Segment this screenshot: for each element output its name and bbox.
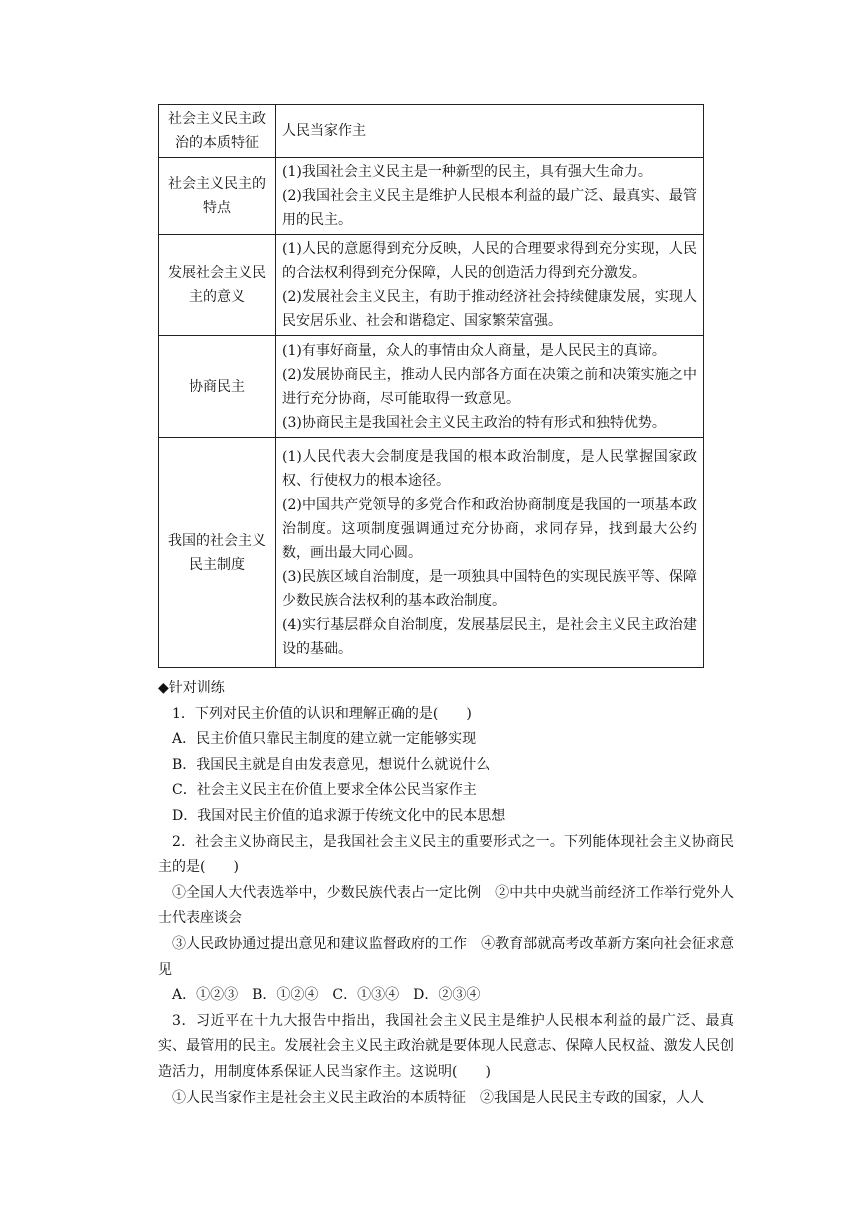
table-row: [159, 158, 704, 235]
question-1-option-a: A．民主价值只靠民主制度的建立就一定能够实现: [172, 731, 477, 748]
row-heading: 社会主义民主政治的本质特征: [159, 105, 276, 158]
row-heading: 我国的社会主义民主制度: [159, 438, 276, 668]
question-2-item: ①全国人大代表选举中，少数民族代表占一定比例 ②中共中央就当前经济工作举行党外人士代表座谈会: [158, 884, 734, 927]
row-heading: 社会主义民主的特点: [159, 158, 276, 235]
content-line: (3)民族区域自治制度，是一项独具中国特色的实现民族平等、保障少数民族合法权利的基本政治制度。: [282, 568, 697, 609]
question-3-item: ①人民当家作主是社会主义民主政治的本质特征 ②我国是人民民主专政的国家，人人: [172, 1089, 704, 1106]
content-line: 人民当家作主: [282, 123, 366, 139]
table-row: [159, 438, 704, 668]
row-content: [276, 336, 704, 438]
row-content: [276, 158, 704, 235]
content-line: (2)中国共产党领导的多党合作和政治协商制度是我国的一项基本政治制度。这项制度强调通过充分协商，求同存异，找到最大公约数，画出最大同心圆。: [282, 496, 697, 561]
content-line: (2)发展协商民主，推动人民内部各方面在决策之前和决策实施之中进行充分协商，尽可能取得一致意见。: [282, 366, 697, 407]
question-3-stem: 3．习近平在十九大报告中指出，我国社会主义民主是维护人民根本利益的最广泛、最真实、最管用的民主。发展社会主义民主政治就是要体现人民意志、保障人民权益、激发人民创造活力，用制度体系保证人民当家作主。这说明( ): [158, 1012, 734, 1080]
row-content: [276, 438, 704, 668]
question-1-stem: 1．下列对民主价值的认识和理解正确的是( ): [172, 705, 472, 722]
training-section: [158, 676, 734, 1111]
content-line: (2)我国社会主义民主是维护人民根本利益的最广泛、最真实、最管用的民主。: [282, 188, 697, 228]
summary-table: [158, 104, 704, 668]
row-content: [276, 235, 704, 336]
row-heading: 发展社会主义民主的意义: [159, 235, 276, 336]
content-line: (2)发展社会主义民主，有助于推动经济社会持续健康发展，实现人民安居乐业、社会和谐稳定、国家繁荣富强。: [282, 289, 697, 329]
row-content: [276, 105, 704, 158]
question-1-option-c: C．社会主义民主在价值上要求全体公民当家作主: [172, 782, 477, 799]
question-1-option-b: B．我国民主就是自由发表意见，想说什么就说什么: [172, 756, 491, 773]
content-line: (3)协商民主是我国社会主义民主政治的特有形式和独特优势。: [282, 414, 666, 431]
content-line: (1)我国社会主义民主是一种新型的民主，具有强大生命力。: [282, 164, 652, 180]
content-line: (4)实行基层群众自治制度，发展基层民主，是社会主义民主政治建设的基础。: [282, 616, 697, 657]
question-2-choices: A．①②③ B．①②④ C．①③④ D．②③④: [172, 987, 481, 1004]
section-heading: ◆针对训练: [158, 680, 225, 696]
content-line: (1)人民代表大会制度是我国的根本政治制度，是人民掌握国家政权、行使权力的根本途径。: [282, 448, 697, 489]
table-row: [159, 105, 704, 158]
content-line: (1)有事好商量，众人的事情由众人商量，是人民民主的真谛。: [282, 342, 666, 359]
table-row: [159, 235, 704, 336]
question-2-stem: 2．社会主义协商民主，是我国社会主义民主的重要形式之一。下列能体现社会主义协商民主的是( ): [158, 833, 734, 876]
row-heading: 协商民主: [159, 336, 276, 438]
question-1-option-d: D．我国对民主价值的追求源于传统文化中的民本思想: [172, 807, 506, 824]
question-2-item: ③人民政协通过提出意见和建议监督政府的工作 ④教育部就高考改革新方案向社会征求意见: [158, 935, 734, 978]
table-row: [159, 336, 704, 438]
content-line: (1)人民的意愿得到充分反映，人民的合理要求得到充分实现，人民的合法权利得到充分保障，人民的创造活力得到充分激发。: [282, 241, 697, 281]
